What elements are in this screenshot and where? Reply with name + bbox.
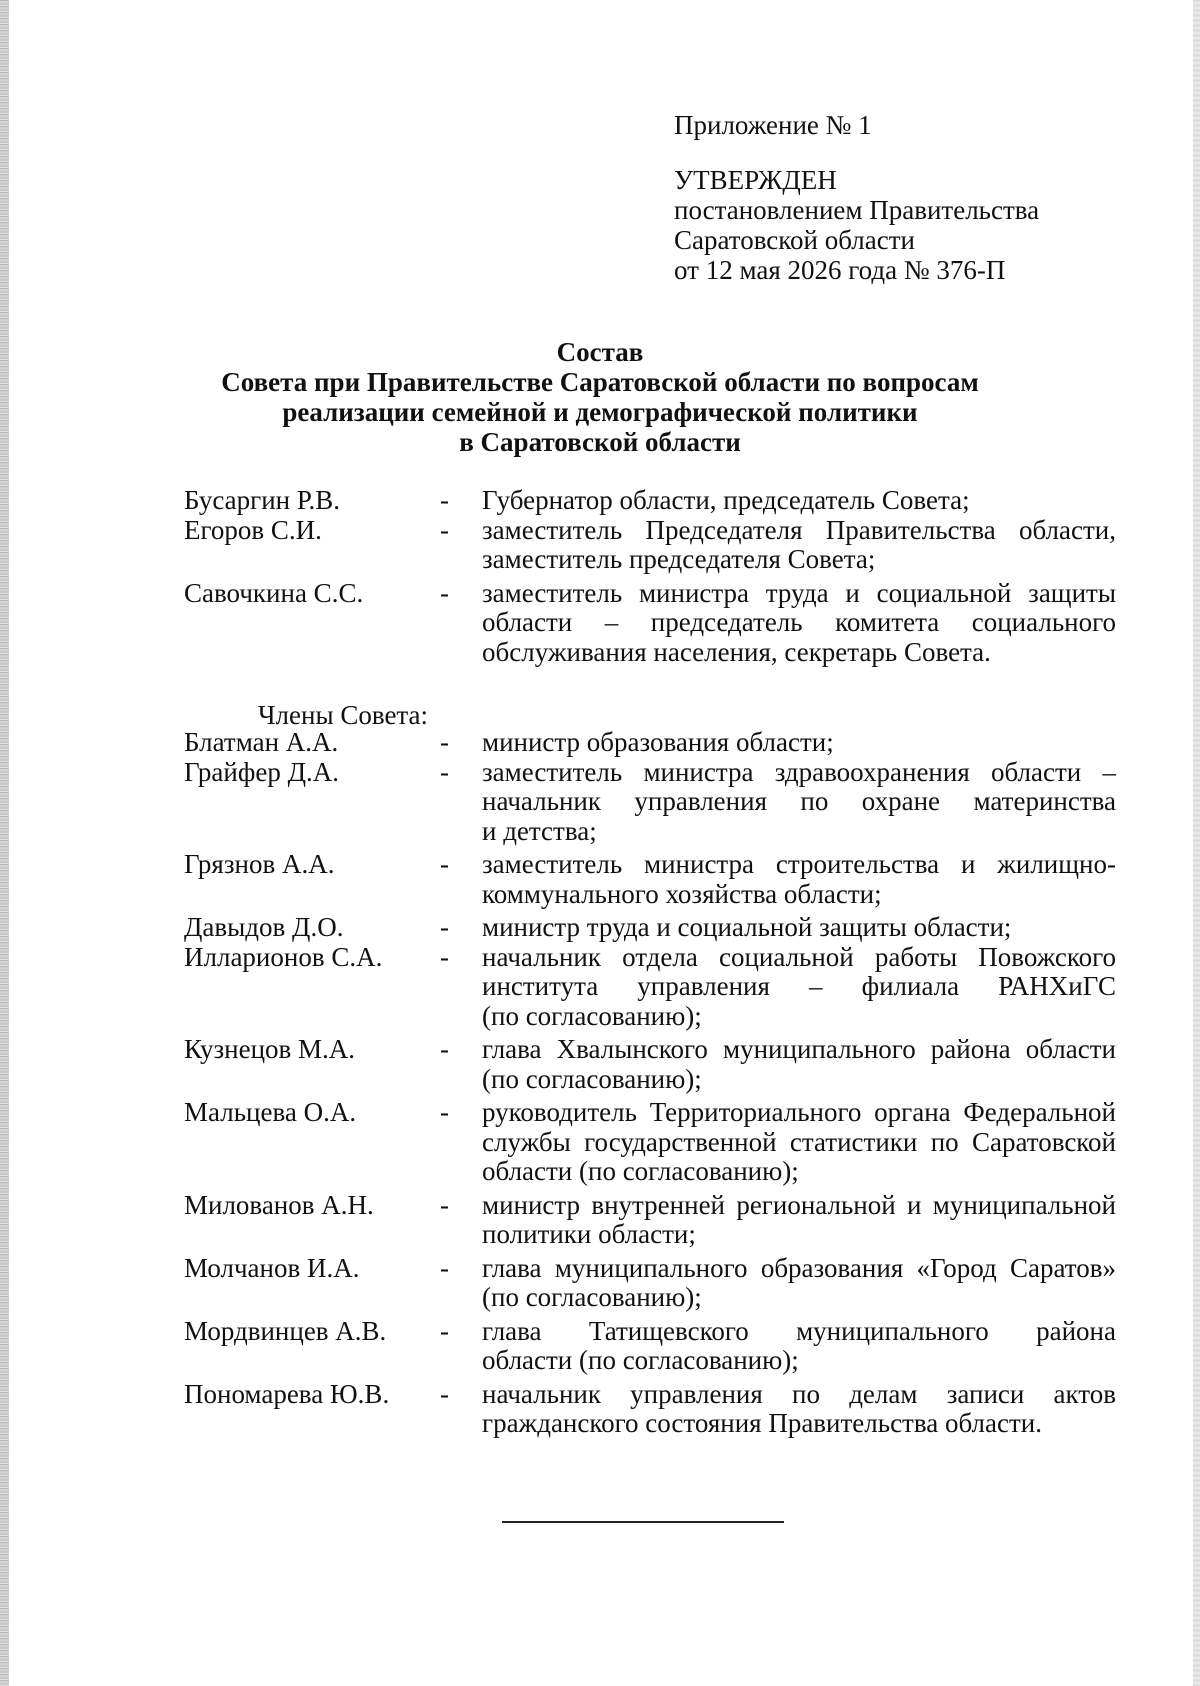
role-line: министр внутренней региональной и муниципальной bbox=[482, 1189, 1116, 1220]
role-line: обслуживания населения, секретарь Совета. bbox=[482, 636, 991, 667]
role-line: (по согласованию); bbox=[482, 1000, 702, 1031]
role-line: службы государственной статистики по Саратовской bbox=[482, 1126, 1116, 1157]
role-line: политики области; bbox=[482, 1219, 696, 1249]
person-role bbox=[482, 1317, 1116, 1376]
title-line-4: в Саратовской области bbox=[459, 427, 741, 457]
leadership-row bbox=[184, 579, 1116, 668]
person-role bbox=[482, 486, 1116, 516]
role-line: гражданского состояния Правительства области. bbox=[482, 1408, 1042, 1438]
person-name: Мордвинцев А.В. bbox=[184, 1315, 387, 1346]
member-row bbox=[184, 1254, 1116, 1313]
role-line: глава Татищевского муниципального района bbox=[482, 1315, 1116, 1346]
scan-edge-left bbox=[0, 0, 9, 1686]
role-line: заместитель председателя Совета; bbox=[482, 544, 876, 574]
member-row bbox=[184, 1098, 1116, 1187]
separator-dash: - bbox=[440, 941, 449, 972]
approval-line-3: от 12 мая 2026 года № 376-П bbox=[674, 255, 1006, 285]
separator-dash: - bbox=[440, 1315, 449, 1346]
person-name: Кузнецов М.А. bbox=[184, 1034, 356, 1064]
separator-dash: - bbox=[440, 1378, 449, 1409]
person-role bbox=[482, 516, 1116, 575]
person-role bbox=[482, 1254, 1116, 1313]
member-row bbox=[184, 728, 1116, 758]
members-heading: Члены Совета: bbox=[258, 700, 429, 730]
person-role bbox=[482, 943, 1116, 1032]
role-line: области – председатель комитета социального bbox=[482, 607, 1116, 637]
person-role bbox=[482, 728, 1116, 758]
separator-dash: - bbox=[440, 1097, 449, 1127]
role-line: глава муниципального образования «Город Саратов» bbox=[482, 1252, 1116, 1283]
person-name: Молчанов И.А. bbox=[184, 1252, 360, 1283]
document-title bbox=[0, 337, 1200, 457]
member-row bbox=[184, 913, 1116, 943]
title-line-1: Состав bbox=[556, 337, 644, 367]
approval-stamp-block bbox=[674, 110, 1039, 285]
appendix-label: Приложение № 1 bbox=[674, 110, 872, 140]
separator-dash: - bbox=[440, 912, 449, 942]
title-line-3: реализации семейной и демографической политики bbox=[282, 397, 918, 427]
approval-line-1: постановлением Правительства bbox=[674, 195, 1040, 225]
leadership-list bbox=[184, 486, 1116, 667]
person-name: Мальцева О.А. bbox=[184, 1097, 357, 1127]
role-line: Губернатор области, председатель Совета; bbox=[482, 485, 970, 515]
role-line: (по согласованию); bbox=[482, 1282, 702, 1312]
member-row bbox=[184, 1380, 1116, 1439]
separator-dash: - bbox=[440, 756, 449, 787]
person-name: Илларионов С.А. bbox=[184, 941, 383, 972]
role-line: министр труда и социальной защиты области; bbox=[482, 912, 1012, 942]
separator-dash: - bbox=[440, 1034, 449, 1064]
title-line-2: Совета при Правительстве Саратовской области по вопросам bbox=[221, 367, 979, 397]
scan-edge-right bbox=[1193, 0, 1200, 1686]
person-name: Егоров С.И. bbox=[184, 514, 322, 545]
person-role bbox=[482, 1098, 1116, 1187]
role-line: начальник управления по охране материнства bbox=[482, 786, 1116, 816]
members-list bbox=[184, 728, 1116, 1439]
person-name: Пономарева Ю.В. bbox=[184, 1378, 390, 1409]
person-role bbox=[482, 850, 1116, 909]
role-line: начальник управления по делам записи актов bbox=[482, 1378, 1116, 1409]
person-name: Давыдов Д.О. bbox=[184, 912, 344, 942]
approval-line-2: Саратовской области bbox=[674, 225, 915, 255]
person-name: Савочкина С.С. bbox=[184, 577, 364, 608]
role-line: и детства; bbox=[482, 815, 597, 846]
member-row bbox=[184, 1191, 1116, 1250]
person-role bbox=[482, 913, 1116, 943]
person-role bbox=[482, 1380, 1116, 1439]
role-line: министр образования области; bbox=[482, 727, 834, 757]
role-line: начальник отдела социальной работы Повожского bbox=[482, 941, 1116, 972]
role-line: заместитель министра здравоохранения области – bbox=[482, 756, 1116, 787]
leadership-row bbox=[184, 516, 1116, 575]
person-role bbox=[482, 1035, 1116, 1094]
separator-dash: - bbox=[440, 514, 449, 545]
role-line: области (по согласованию); bbox=[482, 1345, 799, 1375]
person-role bbox=[482, 758, 1116, 847]
role-line: коммунального хозяйства области; bbox=[482, 878, 882, 909]
leadership-row bbox=[184, 486, 1116, 516]
separator-dash: - bbox=[440, 485, 449, 515]
person-name: Блатман А.А. bbox=[184, 727, 339, 757]
separator-dash: - bbox=[440, 1189, 449, 1220]
person-name: Милованов А.Н. bbox=[184, 1189, 374, 1220]
role-line: глава Хвалынского муниципального района области bbox=[482, 1034, 1116, 1064]
person-role bbox=[482, 579, 1116, 668]
member-row bbox=[184, 943, 1116, 1032]
role-line: заместитель министра труда и социальной защиты bbox=[482, 577, 1116, 608]
role-line: области (по согласованию); bbox=[482, 1156, 799, 1186]
separator-dash: - bbox=[440, 727, 449, 757]
separator-dash: - bbox=[440, 577, 449, 608]
member-row bbox=[184, 850, 1116, 909]
approved-label: УТВЕРЖДЕН bbox=[674, 165, 837, 195]
role-line: руководитель Территориального органа Федеральной bbox=[482, 1097, 1116, 1127]
person-name: Грайфер Д.А. bbox=[184, 756, 339, 787]
member-row bbox=[184, 1035, 1116, 1094]
role-line: института управления – филиала РАНХиГС bbox=[482, 971, 1116, 1001]
member-row bbox=[184, 758, 1116, 847]
role-line: заместитель министра строительства и жилищно- bbox=[482, 849, 1116, 879]
person-name: Бусаргин Р.В. bbox=[184, 485, 341, 515]
separator-dash: - bbox=[440, 849, 449, 879]
end-divider bbox=[502, 1521, 784, 1523]
role-line: (по согласованию); bbox=[482, 1063, 702, 1094]
separator-dash: - bbox=[440, 1252, 449, 1283]
member-row bbox=[184, 1317, 1116, 1376]
person-name: Грязнов А.А. bbox=[184, 849, 335, 879]
role-line: заместитель Председателя Правительства области, bbox=[482, 514, 1116, 545]
person-role bbox=[482, 1191, 1116, 1250]
